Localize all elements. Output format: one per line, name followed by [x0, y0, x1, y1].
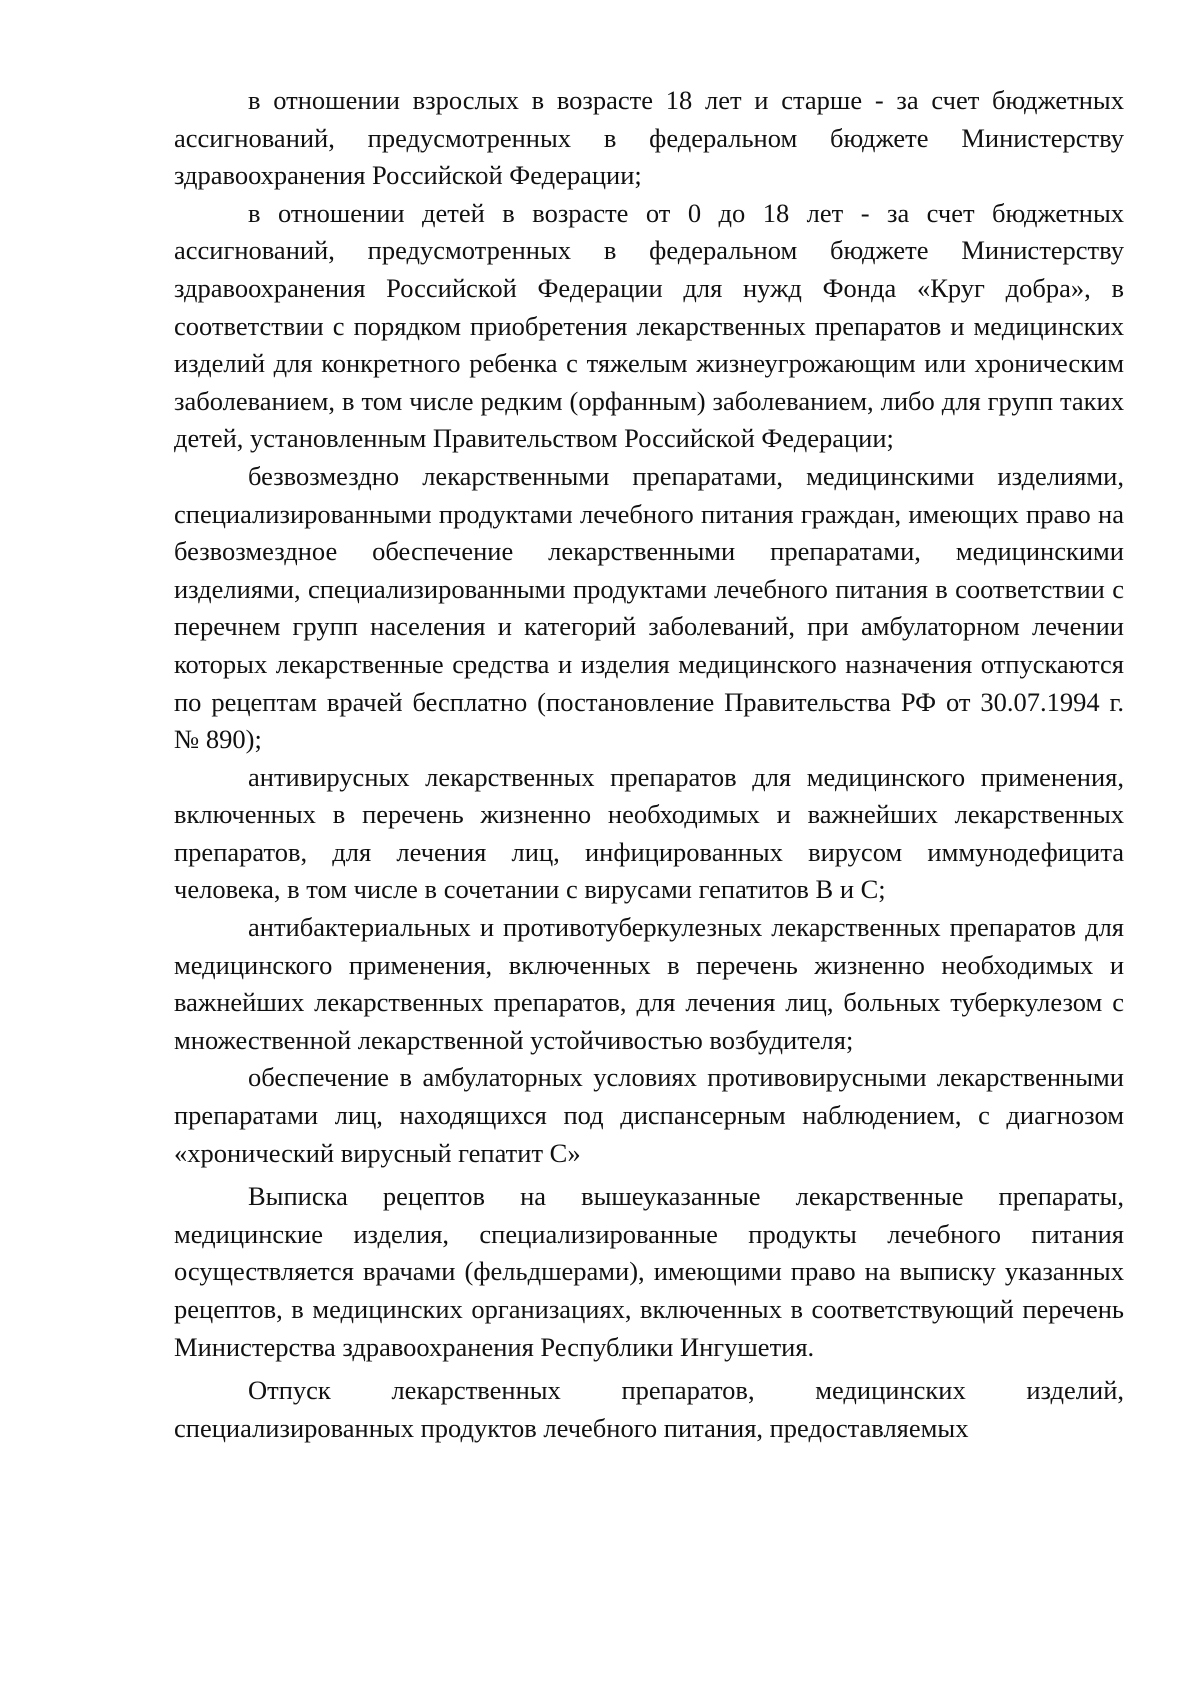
paragraph-prescriptions: Выписка рецептов на вышеуказанные лекарственные препараты, медицинские изделия, специализированные продукты лечебного питания осуществляется врачами (фельдшерами), имеющими право на выписку указанных рецептов, в медицинских организациях, включенных в соответствующий перечень Министерства здравоохранения Республики Ингушетия. [174, 1181, 1124, 1362]
paragraph-antibacterial-drugs: антибактериальных и противотуберкулезных лекарственных препаратов для медицинского применения, включенных в перечень жизненно необходимых и важнейших лекарственных препаратов, для лечения лиц, больных туберкулезом с множественной лекарственной устойчивостью возбудителя; [174, 912, 1124, 1055]
paragraph-antiviral-drugs: антивирусных лекарственных препаратов для медицинского применения, включенных в перечень жизненно необходимых и важнейших лекарственных препаратов, для лечения лиц, инфицированных вирусом иммунодефицита человека, в том числе в сочетании с вирусами гепатитов В и С; [174, 761, 1124, 905]
paragraph-children-funding: в отношении детей в возрасте от 0 до 18 лет - за счет бюджетных ассигнований, предусмотренных в федеральном бюджете Министерству здравоохранения Российской Федерации для нужд Фонда «Круг добра», в соответствии с порядком приобретения лекарственных препаратов и медицинских изделий для конкретного ребенка с тяжелым жизнеугрожающим или хроническим заболеванием, в том числе редким (орфанным) заболеванием, либо для групп таких детей, установленным Правительством Российской Федерации; [174, 197, 1124, 454]
document-page [174, 82, 1124, 1447]
paragraph-free-provision: безвозмездно лекарственными препаратами, медицинскими изделиями, специализированными продуктами лечебного питания граждан, имеющих право на безвозмездное обеспечение лекарственными препаратами, медицинскими изделиями, специализированными продуктами лечебного питания в соответствии с перечнем групп населения и категорий заболеваний, при амбулаторном лечении которых лекарственные средства и изделия медицинского назначения отпускаются по рецептам врачей бесплатно (постановление Правительства РФ от 30.07.1994 г. № 890); [174, 460, 1124, 755]
paragraph-adults-funding: в отношении взрослых в возрасте 18 лет и старше - за счет бюджетных ассигнований, предусмотренных в федеральном бюджете Министерству здравоохранения Российской Федерации; [174, 85, 1124, 191]
paragraph-hepatitis-c: обеспечение в амбулаторных условиях противовирусными лекарственными препаратами лиц, находящихся под диспансерным наблюдением, с диагнозом «хронический вирусный гепатит С» [174, 1062, 1124, 1168]
paragraph-dispensing: Отпуск лекарственных препаратов, медицинских изделий, специализированных продуктов лечебного питания, предоставляемых [174, 1375, 1124, 1443]
